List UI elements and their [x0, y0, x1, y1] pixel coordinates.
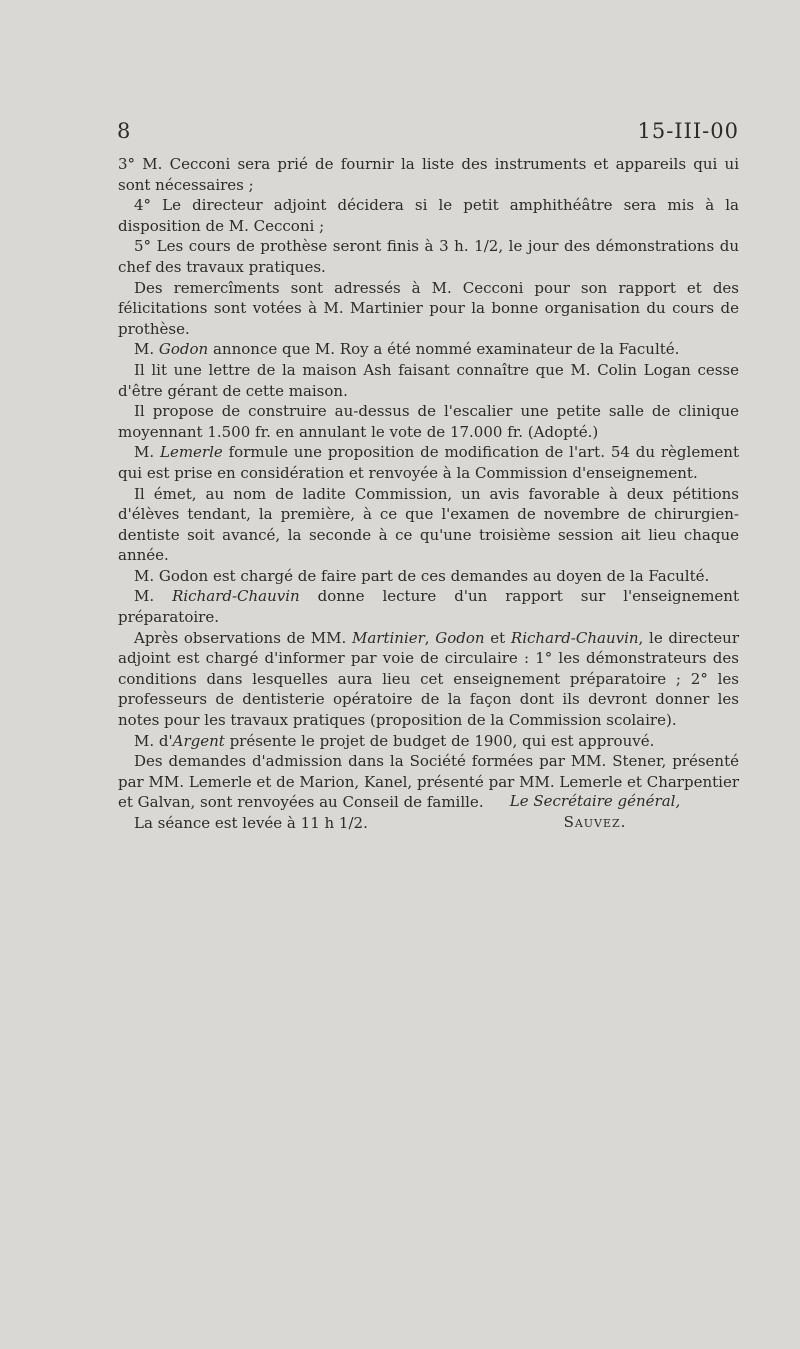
signature-block — [480, 791, 710, 833]
signature-title: Le Secrétaire général, — [509, 792, 681, 810]
speaker-name: Godon — [435, 628, 485, 647]
header-date: 15-III-00 — [637, 119, 739, 143]
paragraph: La séance est levée à 11 h 1/2. — [134, 814, 368, 832]
page-header — [117, 119, 739, 149]
paragraph: M. Lemerle formule une proposition de modification de l'art. 54 du règlement qui est prise en considération et renvoyée à la Commission d'enseignement. — [118, 443, 739, 482]
speaker-name: Godon — [158, 340, 209, 359]
speaker-name: Martinier — [351, 628, 425, 647]
paragraph: M. d'Argent présente le projet de budget de 1900, qui est approuvé. — [134, 731, 655, 750]
paragraph: Des demandes d'admission dans la Société formées par MM. Stener, présenté par MM. Lemerle et de Marion, Kanel, présenté par MM. Lemerle et Charpentier et Galvan, sont renvoyées au Conseil de famille. — [118, 752, 739, 812]
page-number: 8 — [117, 119, 131, 143]
paragraph: Il lit une lettre de la maison Ash faisant connaître que M. Colin Logan cesse d'être gérant de cette maison. — [118, 360, 739, 400]
minutes-body — [118, 154, 739, 834]
paragraph: Des remercîments sont adressés à M. Cecconi pour son rapport et des félicitations sont votées à M. Martinier pour la bonne organisation du cours de prothèse. — [118, 278, 739, 338]
paragraph: Il émet, au nom de ladite Commission, un avis favorable à deux pétitions d'élèves tendant, la première, à ce que l'examen de novembre de chirurgien-dentiste soit avancé, la seconde à ce qu'une troisième session ait lieu chaque année. — [118, 484, 739, 565]
speaker-name: Argent — [172, 731, 225, 750]
signature-name: Sauvez. — [563, 813, 627, 831]
paragraph: 5° Les cours de prothèse seront finis à 3 h. 1/2, le jour des démonstrations du chef des travaux pratiques. — [118, 237, 739, 276]
paragraph: 4° Le directeur adjoint décidera si le petit amphithéâtre sera mis à la disposition de M. Cecconi ; — [118, 196, 739, 235]
paragraph: 3° M. Cecconi sera prié de fournir la liste des instruments et appareils qui ui sont nécessaires ; — [118, 155, 739, 194]
speaker-name: Richard-Chauvin — [510, 628, 639, 647]
speaker-name: Richard-Chauvin — [172, 587, 300, 606]
paragraph: M. Godon annonce que M. Roy a été nommé examinateur de la Faculté. — [134, 340, 680, 359]
speaker-name: Lemerle — [159, 443, 223, 462]
paragraph: Il propose de construire au-dessus de l'escalier une petite salle de clinique moyennant 1.500 fr. en annulant le vote de 17.000 fr. (Adopté.) — [118, 402, 739, 441]
paragraph: M. Godon est chargé de faire part de ces demandes au doyen de la Faculté. — [134, 566, 710, 585]
paragraph: M. Richard-Chauvin donne lecture d'un rapport sur l'enseignement préparatoire. — [118, 587, 739, 627]
paragraph: Après observations de MM. Martinier, Godon et Richard-Chauvin, le directeur adjoint est chargé d'informer par voie de circulaire : 1° les démonstrateurs des conditions dans lesquelles aura lieu cet enseignement préparatoire ; 2° les professeurs de dentisterie opératoire de la façon dont ils devront donner les notes pour les travaux pratiques (proposition de la Commission scolaire). — [118, 628, 739, 730]
